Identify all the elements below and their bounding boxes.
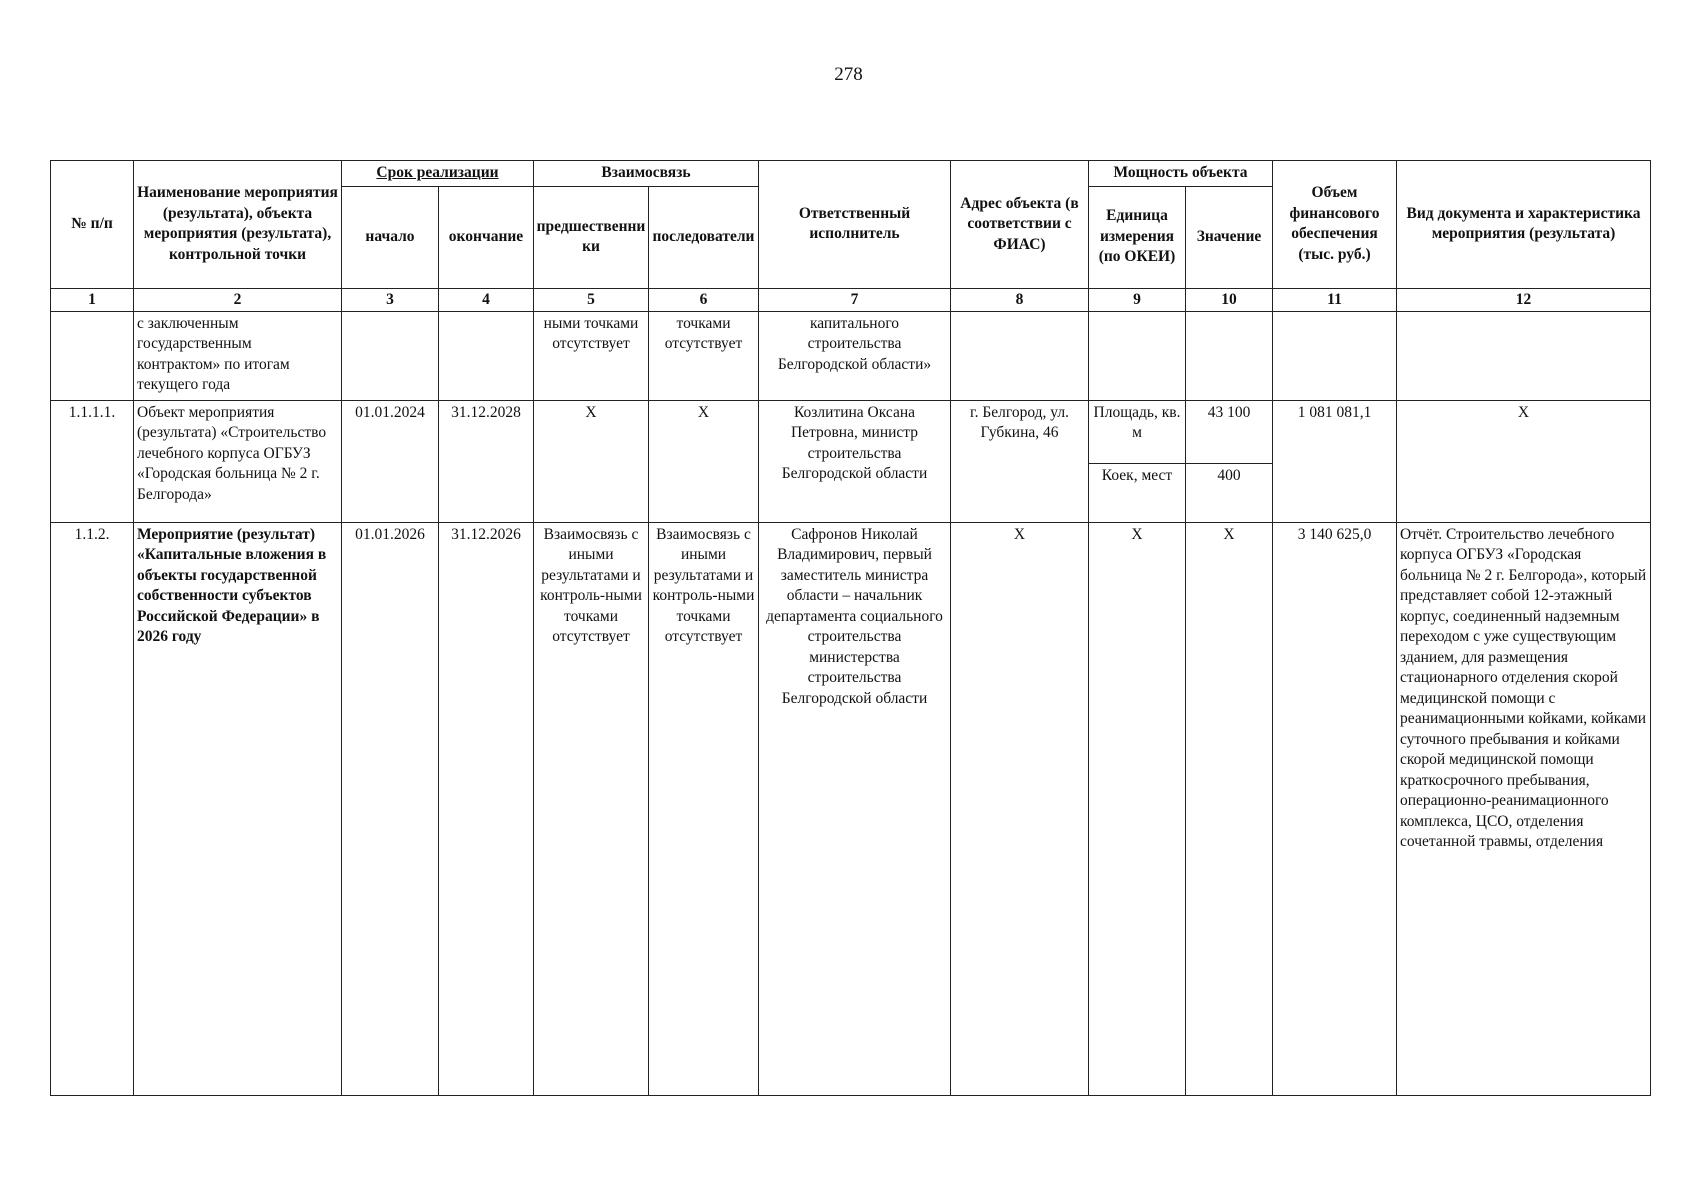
- col-number: 12: [1397, 288, 1651, 311]
- table-row-object: [51, 400, 1651, 463]
- header-finance: Объем финансового обеспечения (тыс. руб.): [1273, 161, 1397, 289]
- cell-end: 31.12.2028: [439, 400, 534, 522]
- cell-unit: [1089, 311, 1186, 400]
- col-number: 9: [1089, 288, 1186, 311]
- cell-responsible: Козлитина Оксана Петровна, министр строительства Белгородской области: [759, 400, 951, 522]
- header-next: последователи: [649, 186, 759, 288]
- col-number: 8: [951, 288, 1089, 311]
- header-end: окончание: [439, 186, 534, 288]
- cell-start: 01.01.2024: [342, 400, 439, 522]
- cell-finance: 1 081 081,1: [1273, 400, 1397, 522]
- cell-end: 31.12.2026: [439, 522, 534, 1095]
- table-row-continuation: [51, 311, 1651, 400]
- col-number: 5: [534, 288, 649, 311]
- table-row-event: [51, 522, 1651, 1095]
- header-address: Адрес объекта (в соответствии с ФИАС): [951, 161, 1089, 289]
- header-value: Значение: [1186, 186, 1273, 288]
- header-responsible: Ответственный исполнитель: [759, 161, 951, 289]
- header-period: Срок реализации: [342, 161, 534, 187]
- col-number: 4: [439, 288, 534, 311]
- header-capacity: Мощность объекта: [1089, 161, 1273, 187]
- cell-unit-area: Площадь, кв. м: [1089, 400, 1186, 463]
- header-unit: Единица измерения (по ОКЕИ): [1089, 186, 1186, 288]
- cell-start: 01.01.2026: [342, 522, 439, 1095]
- cell-name: Объект мероприятия (результата) «Строительство лечебного корпуса ОГБУЗ «Городская больница № 2 г. Белгорода»: [134, 400, 342, 522]
- header-prev: предшественники: [534, 186, 649, 288]
- col-number: 2: [134, 288, 342, 311]
- col-number: 1: [51, 288, 134, 311]
- cell-unit-beds: Коек, мест: [1089, 463, 1186, 522]
- cell-doc: [1397, 311, 1651, 400]
- cell-next: Х: [649, 400, 759, 522]
- cell-next: точками отсутствует: [649, 311, 759, 400]
- col-number: 7: [759, 288, 951, 311]
- cell-doc: Отчёт. Строительство лечебного корпуса ОГБУЗ «Городская больница № 2 г. Белгорода», который представляет собой 12-этажный корпус, соединенный надземным переходом с уже существующим зданием, для размещения стационарного отделения скорой медицинской помощи с реанимационными койками, койками суточного пребывания и койками скорой медицинской помощи краткосрочного пребывания, операционно-реанимационного комплекса, ЦСО, отделения сочетанной травмы, отделения: [1397, 522, 1651, 1095]
- cell-value: Х: [1186, 522, 1273, 1095]
- col-number: 11: [1273, 288, 1397, 311]
- cell-next: Взаимосвязь с иными результатами и контроль-ными точками отсутствует: [649, 522, 759, 1095]
- cell-value-beds: 400: [1186, 463, 1273, 522]
- cell-responsible: капитального строительства Белгородской области»: [759, 311, 951, 400]
- cell-prev: Взаимосвязь с иными результатами и контроль-ными точками отсутствует: [534, 522, 649, 1095]
- cell-start: [342, 311, 439, 400]
- header-no: № п/п: [51, 161, 134, 289]
- cell-responsible: Сафронов Николай Владимирович, первый заместитель министра области – начальник департамента социального строительства министерства строительства Белгородской области: [759, 522, 951, 1095]
- header-doc: Вид документа и характеристика мероприятия (результата): [1397, 161, 1651, 289]
- cell-prev: ными точками отсутствует: [534, 311, 649, 400]
- cell-address: г. Белгород, ул. Губкина, 46: [951, 400, 1089, 522]
- cell-end: [439, 311, 534, 400]
- cell-name: Мероприятие (результат) «Капитальные вложения в объекты государственной собственности субъектов Российской Федерации» в 2026 году: [134, 522, 342, 1095]
- col-number: 10: [1186, 288, 1273, 311]
- cell-prev: Х: [534, 400, 649, 522]
- cell-finance: [1273, 311, 1397, 400]
- col-number: 3: [342, 288, 439, 311]
- cell-doc: Х: [1397, 400, 1651, 522]
- cell-finance: 3 140 625,0: [1273, 522, 1397, 1095]
- cell-name: с заключенным государственным контрактом» по итогам текущего года: [134, 311, 342, 400]
- col-number: 6: [649, 288, 759, 311]
- header-link: Взаимосвязь: [534, 161, 759, 187]
- header-start: начало: [342, 186, 439, 288]
- cell-value-area: 43 100: [1186, 400, 1273, 463]
- cell-unit: Х: [1089, 522, 1186, 1095]
- page-number: 278: [834, 64, 863, 85]
- cell-no: [51, 311, 134, 400]
- cell-address: [951, 311, 1089, 400]
- cell-no: 1.1.2.: [51, 522, 134, 1095]
- cell-no: 1.1.1.1.: [51, 400, 134, 522]
- events-table: [50, 160, 1651, 1096]
- cell-value: [1186, 311, 1273, 400]
- header-name: Наименование мероприятия (результата), объекта мероприятия (результата), контрольной точки: [134, 161, 342, 289]
- cell-address: Х: [951, 522, 1089, 1095]
